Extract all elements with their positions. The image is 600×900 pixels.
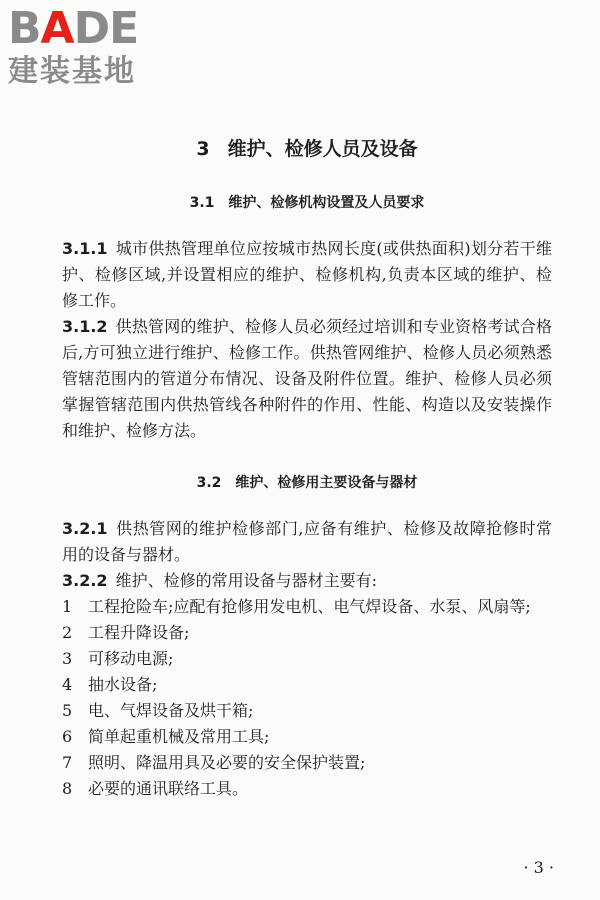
item-number: 8 [62, 779, 73, 798]
logo-subtitle: 建装基地 [8, 54, 136, 89]
clause-number: 3.1.1 [62, 239, 108, 258]
item-number: 6 [62, 727, 73, 746]
list-item [62, 594, 552, 620]
clause-number: 3.1.2 [62, 317, 108, 336]
list-item [62, 698, 552, 724]
item-text: 照明、降温用具及必要的安全保护装置; [88, 753, 366, 772]
section-number: 3.2 [196, 475, 222, 491]
list-item [62, 646, 552, 672]
chapter-title-text: 维护、检修人员及设备 [227, 138, 418, 160]
section-title-text: 维护、检修机构设置及人员要求 [228, 195, 425, 211]
list-item [62, 724, 552, 750]
item-number: 1 [62, 597, 73, 616]
list-item [62, 672, 552, 698]
item-number: 5 [62, 701, 73, 720]
section-title-3-2 [62, 472, 552, 492]
clause-text: 维护、检修的常用设备与器材主要有: [115, 571, 377, 590]
list-item [62, 620, 552, 646]
item-number: 7 [62, 753, 73, 772]
chapter-number: 3 [196, 138, 210, 160]
item-text: 工程抢险车;应配有抢修用发电机、电气焊设备、水泵、风扇等; [88, 597, 531, 616]
item-text: 工程升降设备; [88, 623, 190, 642]
list-item [62, 776, 552, 802]
list-item [62, 750, 552, 776]
section-3-1-body [62, 236, 552, 444]
clause-text: 供热管网的维护检修部门,应备有维护、检修及故障抢修时常用的设备与器材。 [62, 519, 552, 564]
clause-3-1-2 [62, 314, 552, 444]
clause-text: 供热管网的维护、检修人员必须经过培训和专业资格考试合格后,方可独立进行维护、检修工作。供热管网维护、检修人员必须熟悉管辖范围内的管道分布情况、设备及附件位置。维护、检修人员必须掌握管辖范围内供热管线各种附件的作用、性能、构造以及安装操作和维护、检修方法。 [62, 317, 552, 440]
item-text: 抽水设备; [88, 675, 158, 694]
item-text: 简单起重机械及常用工具; [88, 727, 270, 746]
clause-text: 城市供热管理单位应按城市热网长度(或供热面积)划分若干维护、检修区域,并设置相应的维护、检修机构,负责本区域的维护、检修工作。 [62, 239, 552, 310]
section-3-2-body [62, 516, 552, 802]
item-text: 必要的通讯联络工具。 [88, 779, 249, 798]
logo-wordmark: BADE [8, 3, 139, 54]
clause-3-2-1 [62, 516, 552, 568]
section-title-text: 维护、检修用主要设备与器材 [235, 475, 418, 491]
clause-3-1-1 [62, 236, 552, 314]
clause-number: 3.2.2 [62, 571, 108, 590]
chapter-title [62, 134, 552, 161]
bade-logo [8, 4, 178, 90]
clause-number: 3.2.1 [62, 519, 108, 538]
section-number: 3.1 [189, 195, 215, 211]
item-text: 可移动电源; [88, 649, 174, 668]
section-title-3-1 [62, 192, 552, 212]
item-number: 2 [62, 623, 73, 642]
page-number: · 3 · [523, 858, 554, 877]
item-number: 4 [62, 675, 73, 694]
item-text: 电、气焊设备及烘干箱; [88, 701, 254, 720]
item-number: 3 [62, 649, 73, 668]
clause-3-2-2 [62, 568, 552, 594]
